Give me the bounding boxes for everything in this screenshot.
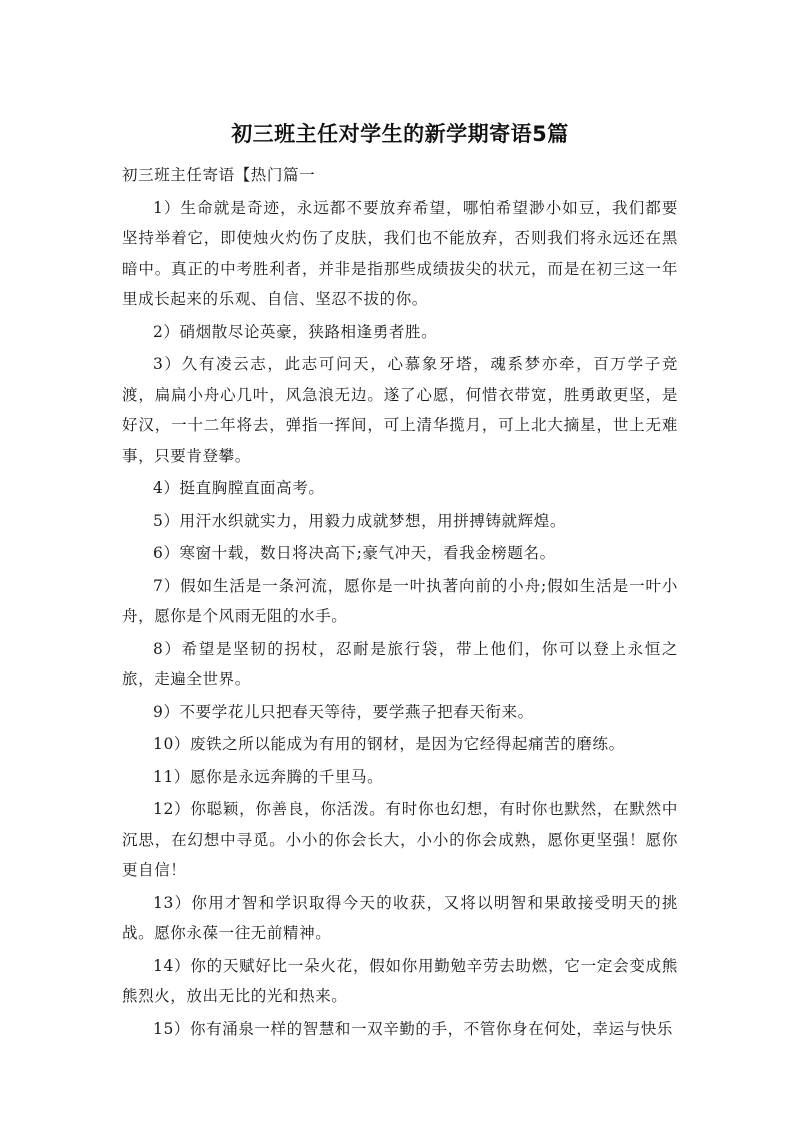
list-item: 12）你聪颖，你善良，你活泼。有时你也幻想，有时你也默然，在默然中沉思，在幻想中寻觅。小小的你会长大，小小的你会成熟，愿你更坚强！愿你更自信！ — [122, 800, 678, 879]
list-item: 14）你的天赋好比一朵火花，假如你用勤勉辛劳去助燃，它一定会变成熊熊烈火，放出无比的光和热来。 — [122, 956, 678, 1005]
list-item: 2）硝烟散尽论英豪，狭路相逢勇者胜。 — [153, 322, 438, 341]
document-title: 初三班主任对学生的新学期寄语5篇 — [231, 122, 569, 146]
list-item: 9）不要学花儿只把春天等待，要学燕子把春天衔来。 — [153, 702, 534, 721]
list-item: 5）用汗水织就实力，用毅力成就梦想，用拼搏铸就辉煌。 — [153, 511, 566, 530]
list-item: 6）寒窗十载，数日将决高下;豪气冲天，看我金榜题名。 — [153, 544, 556, 562]
list-item: 4）挺直胸膛直面高考。 — [153, 479, 325, 497]
list-item: 11）愿你是永远奔腾的千里马。 — [153, 767, 384, 786]
list-item: 8）希望是坚韧的拐杖，忍耐是旅行袋，带上他们，你可以登上永恒之旅，走遍全世界。 — [122, 639, 678, 688]
list-item: 15）你有涌泉一样的智慧和一双辛勤的手，不管你身在何处，幸运与快乐 — [153, 1019, 674, 1038]
section-heading: 初三班主任寄语【热门篇一 — [122, 166, 316, 184]
list-item: 13）你用才智和学识取得今天的收获，又将以明智和果敢接受明天的挑战。愿你永葆一往无前精神。 — [122, 893, 678, 942]
list-item: 7）假如生活是一条河流，愿你是一叶执著向前的小舟;假如生活是一叶小舟，愿你是个风雨无阻的水手。 — [122, 576, 678, 625]
list-item: 3）久有凌云志，此志可问天，心慕象牙塔，魂系梦亦牵，百万学子竞渡，扁扁小舟心几叶，风急浪无边。遂了心愿，何惜衣带宽，胜勇敢更坚，是好汉，一十二年将去，弹指一挥间，可上清华揽月，可上北大摘星，世上无难事，只要肯登攀。 — [122, 355, 678, 465]
list-item: 10）废铁之所以能成为有用的钢材，是因为它经得起痛苦的磨练。 — [153, 735, 625, 753]
document-body — [122, 160, 678, 1046]
list-item: 1）生命就是奇迹，永远都不要放弃希望，哪怕希望渺小如豆，我们都要坚持举着它，即使烛火灼伤了皮肤，我们也不能放弃，否则我们将永远还在黑暗中。真正的中考胜利者，并非是指那些成绩拔尖的状元，而是在初三这一年里成长起来的乐观、自信、坚忍不拔的你。 — [122, 198, 678, 308]
